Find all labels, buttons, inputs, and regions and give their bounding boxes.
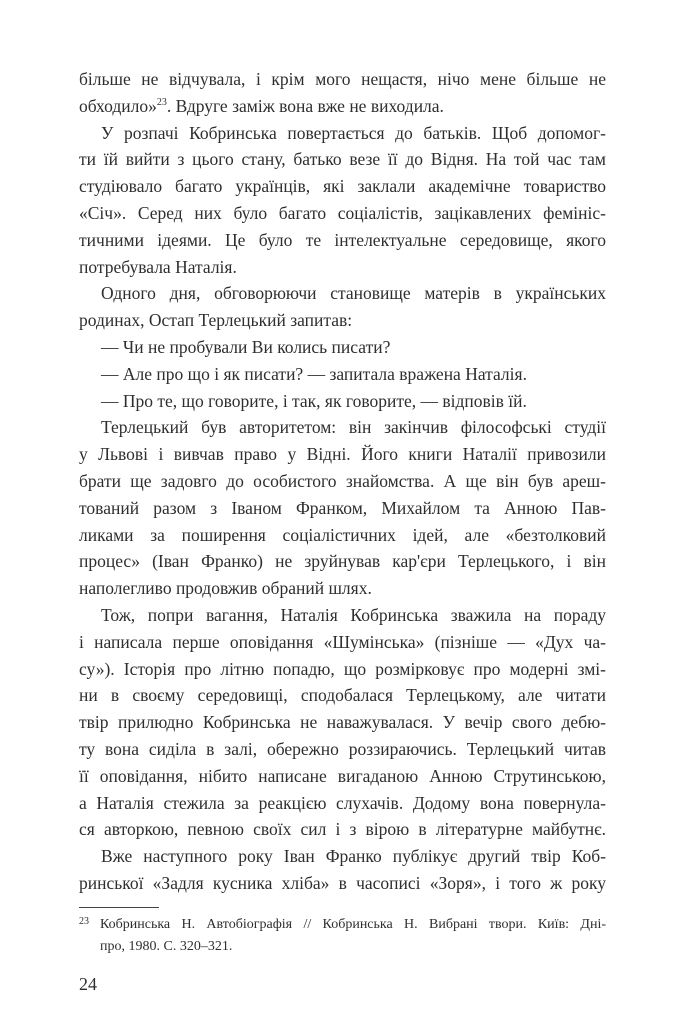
footnote-line: про, 1980. С. 320–321.	[100, 938, 233, 954]
text-line	[79, 334, 606, 361]
text-line-content: — Чи не пробували Ви колись писати?	[101, 336, 391, 357]
body-text	[79, 66, 606, 897]
text-line	[79, 682, 606, 709]
footnote-number: 23	[79, 915, 89, 927]
text-line-content: у Львові і вивчав право у Відні. Його книги Наталії привозили	[79, 444, 606, 465]
text-line	[79, 870, 606, 897]
text-line-content: — Про те, що говорите, і так, як говорите, — відповів їй.	[101, 390, 527, 411]
text-line-content: «Січ». Серед них було багато соціалістів, зацікавлених фемініс-	[79, 202, 606, 223]
text-line	[79, 656, 606, 683]
text-line-content: тичними ідеями. Це було те інтелектуальне середовище, якого	[79, 229, 606, 250]
text-line-content: тований разом з Іваном Франком, Михайлом та Анною Пав-	[79, 497, 606, 518]
text-line	[79, 173, 606, 200]
text-line-content: її оповідання, нібито написане вигаданою Анною Струтинською,	[79, 765, 606, 786]
text-line-content: брати ще задовго до особистого знайомства. А ще він був ареш-	[79, 470, 606, 491]
text-line	[79, 146, 606, 173]
text-line-content: — Але про що і як писати? — запитала вражена Наталія.	[101, 363, 527, 384]
text-line-content: твір прилюдно Кобринська не наважувалася. У вечір свого дебю-	[79, 712, 606, 733]
text-line-content: більше не відчувала, і крім мого нещастя, нічо мене більше не	[79, 69, 606, 89]
text-line	[79, 522, 606, 549]
text-line	[79, 763, 606, 790]
text-line-content: обходило»	[79, 95, 157, 116]
text-line-content: родинах, Остап Терлецький запитав:	[79, 310, 353, 331]
text-line	[79, 254, 606, 281]
text-line	[79, 629, 606, 656]
text-line-content: ликами за поширення соціалістичних ідей, але «безтолковий	[79, 524, 606, 545]
text-line-content: У розпачі Кобринська повертається до батьків. Щоб допомог-	[101, 122, 606, 143]
text-line	[79, 736, 606, 763]
text-line-content: наполегливо продовжив обраний шлях.	[79, 578, 372, 599]
text-line	[79, 120, 606, 147]
text-line-content: ни в своєму середовищі, сподобалася Терлецькому, але читати	[79, 685, 606, 706]
text-line-content: ту вона сиділа в залі, обережно роззираючись. Терлецький читав	[79, 738, 606, 759]
text-line	[79, 361, 606, 388]
text-line	[79, 575, 606, 602]
footnote-line: Кобринська Н. Автобіографія // Кобринська Н. Вибрані твори. Київ: Дні-	[100, 916, 606, 932]
text-line-content: потребувала Наталія.	[79, 256, 237, 277]
footnote	[79, 914, 606, 958]
text-line-content: ринської «Задля кусника хліба» в часописі «Зоря», і того ж року	[79, 872, 606, 893]
text-line	[79, 602, 606, 629]
text-line	[79, 200, 606, 227]
text-line-content: Одного дня, обговорюючи становище матерів в українських	[101, 283, 606, 304]
text-line	[79, 441, 606, 468]
footnote-divider	[79, 907, 159, 908]
page-number: 24	[79, 973, 97, 994]
text-line	[79, 66, 606, 93]
text-line-content: процес» (Іван Франко) не зруйнував кар'єри Терлецького, і він	[79, 551, 606, 572]
text-line-content: су»). Історія про літню попадю, що розмірковує про модерні змі-	[79, 658, 606, 679]
text-line	[79, 843, 606, 870]
text-line-content: ти їй вийти з цього стану, батько везе її до Відня. На той час там	[79, 149, 606, 170]
text-line	[79, 495, 606, 522]
text-line	[79, 307, 606, 334]
text-line-content: Вже наступного року Іван Франко публікує другий твір Коб-	[101, 846, 606, 867]
text-line	[79, 414, 606, 441]
text-line	[79, 93, 606, 120]
text-line-content: Терлецький був авторитетом: він закінчив філософські студії	[101, 417, 606, 438]
text-line-content: а Наталія стежила за реакцією слухачів. Додому вона повернула-	[79, 792, 606, 813]
text-line-content: . Вдруге заміж вона вже не виходила.	[166, 95, 444, 116]
text-line	[79, 548, 606, 575]
text-line	[79, 790, 606, 817]
text-line-content: і написала перше оповідання «Шумінська» (пізніше — «Дух ча-	[79, 631, 606, 652]
text-line	[79, 227, 606, 254]
text-line	[79, 468, 606, 495]
text-line	[79, 280, 606, 307]
text-line	[79, 388, 606, 415]
text-line-content: Тож, попри вагання, Наталія Кобринська зважила на пораду	[101, 604, 606, 625]
text-line	[79, 816, 606, 843]
page-column	[79, 66, 606, 996]
text-line	[79, 709, 606, 736]
text-line-content: ся авторкою, певною своїх сил і з вірою в літературне майбутнє.	[79, 819, 606, 840]
footnote-reference[interactable]: 23	[156, 96, 167, 108]
text-line-content: студіювало багато українців, які заклали академічне товариство	[79, 176, 606, 197]
